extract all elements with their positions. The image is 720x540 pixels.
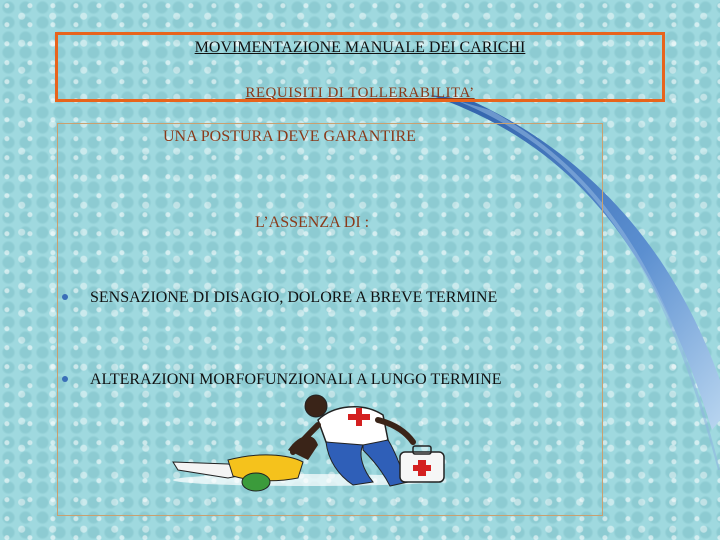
absence-line: L’ASSENZA DI :	[255, 214, 370, 231]
first-aid-rescuer-icon	[168, 390, 448, 505]
intro-line: UNA POSTURA DEVE GARANTIRE	[163, 128, 416, 145]
slide-title: MOVIMENTAZIONE MANUALE DEI CARICHI	[194, 39, 526, 56]
bullet-icon	[62, 376, 68, 382]
bullet-item	[62, 369, 542, 390]
bullet-text: SENSAZIONE DI DISAGIO, DOLORE A BREVE TERMINE	[90, 289, 498, 306]
bullet-icon	[62, 294, 68, 300]
title-box	[55, 32, 665, 102]
bullet-item	[62, 287, 542, 308]
slide-subtitle: REQUISITI DI TOLLERABILITA’	[245, 85, 475, 101]
bullet-text: ALTERAZIONI MORFOFUNZIONALI A LUNGO TERMINE	[90, 371, 502, 388]
